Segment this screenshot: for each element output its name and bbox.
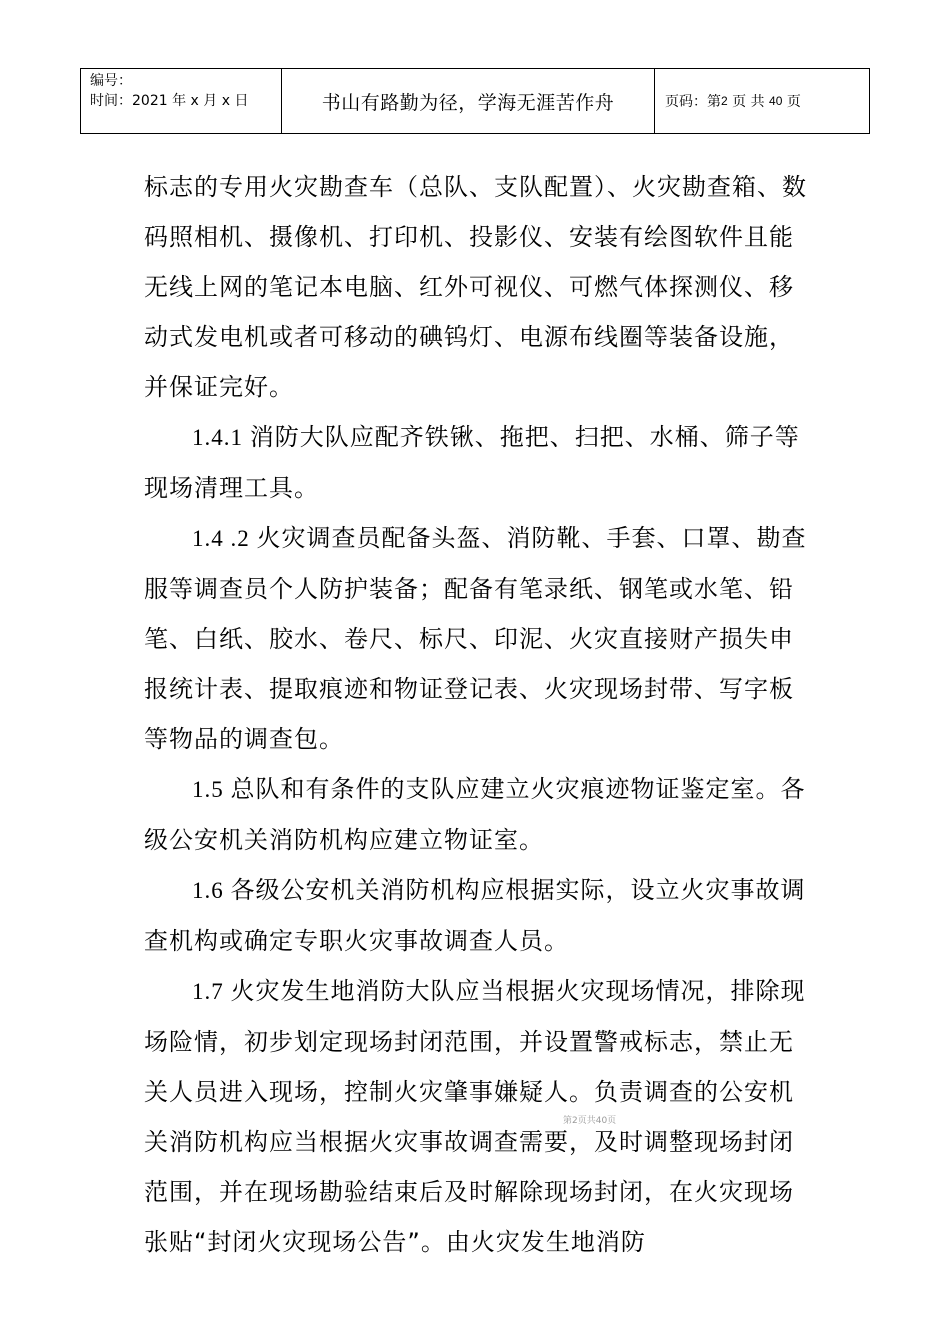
section-number: 1.7 bbox=[192, 979, 231, 1004]
page-total: 40 bbox=[769, 94, 783, 108]
time-year: 2021 bbox=[132, 93, 168, 109]
time-prefix: 时间： bbox=[90, 93, 132, 109]
page-label: 页码：第 bbox=[665, 94, 721, 110]
page-mid: 页 共 bbox=[732, 94, 765, 110]
paragraph-text: 火灾发生地消防大队应当根据火灾现场情况，排除现场险情，初步划定现场封闭范围，并设置警戒标志，禁止无关人员进入现场，控制火灾肇事嫌疑人。负责调查的公安机关消防机构应当根据火灾事故调查需要，及时调整现场封闭范围，并在现场勘验结束后及时解除现场封闭，在火灾现场张贴“封闭火灾现场公告”。由火灾发生地消防 bbox=[144, 977, 806, 1256]
motto-text: 书山有路勤为径，学海无涯苦作舟 bbox=[321, 91, 615, 114]
paragraph bbox=[144, 966, 816, 1267]
section-number: 1.4 .2 bbox=[192, 526, 257, 551]
paragraph bbox=[144, 764, 816, 865]
page-current: 2 bbox=[721, 94, 728, 108]
section-number: 1.4.1 bbox=[192, 425, 250, 450]
paragraph-text: 标志的专用火灾勘查车（总队、支队配置）、火灾勘查箱、数码照相机、摄像机、打印机、投影仪、安装有绘图软件且能无线上网的笔记本电脑、红外可视仪、可燃气体探测仪、移动式发电机或者可移动的碘钨灯、电源布线圈等装备设施，并保证完好。 bbox=[144, 173, 807, 401]
time-date-suffix: 年 x 月 x 日 bbox=[172, 93, 249, 109]
paragraph bbox=[144, 513, 816, 764]
time-line bbox=[90, 91, 281, 111]
paragraph bbox=[144, 162, 816, 412]
section-number: 1.5 bbox=[192, 777, 231, 802]
section-number: 1.6 bbox=[192, 878, 231, 903]
header-meta-cell bbox=[81, 69, 282, 133]
header-table bbox=[80, 68, 870, 134]
page-info-cell bbox=[655, 69, 869, 133]
paragraph bbox=[144, 865, 816, 966]
paragraph-text: 各级公安机关消防机构应根据实际，设立火灾事故调查机构或确定专职火灾事故调查人员。 bbox=[144, 876, 806, 955]
paragraph-text: 消防大队应配齐铁锹、拖把、扫把、水桶、筛子等现场清理工具。 bbox=[144, 423, 800, 502]
page-suffix: 页 bbox=[786, 94, 801, 110]
motto-cell bbox=[282, 69, 655, 133]
document-body bbox=[144, 162, 816, 1267]
paragraph bbox=[144, 412, 816, 513]
paragraph-text: 火灾调查员配备头盔、消防靴、手套、口罩、勘查服等调查员个人防护装备；配备有笔录纸、钢笔或水笔、铅笔、白纸、胶水、卷尺、标尺、印泥、火灾直接财产损失申报统计表、提取痕迹和物证登记表、火灾现场封带、写字板等物品的调查包。 bbox=[144, 524, 807, 753]
paragraph-text: 总队和有条件的支队应建立火灾痕迹物证鉴定室。各级公安机关消防机构应建立物证室。 bbox=[144, 775, 806, 854]
page-watermark: 第2页共40页 bbox=[563, 1116, 617, 1126]
number-label: 编号： bbox=[90, 73, 132, 89]
